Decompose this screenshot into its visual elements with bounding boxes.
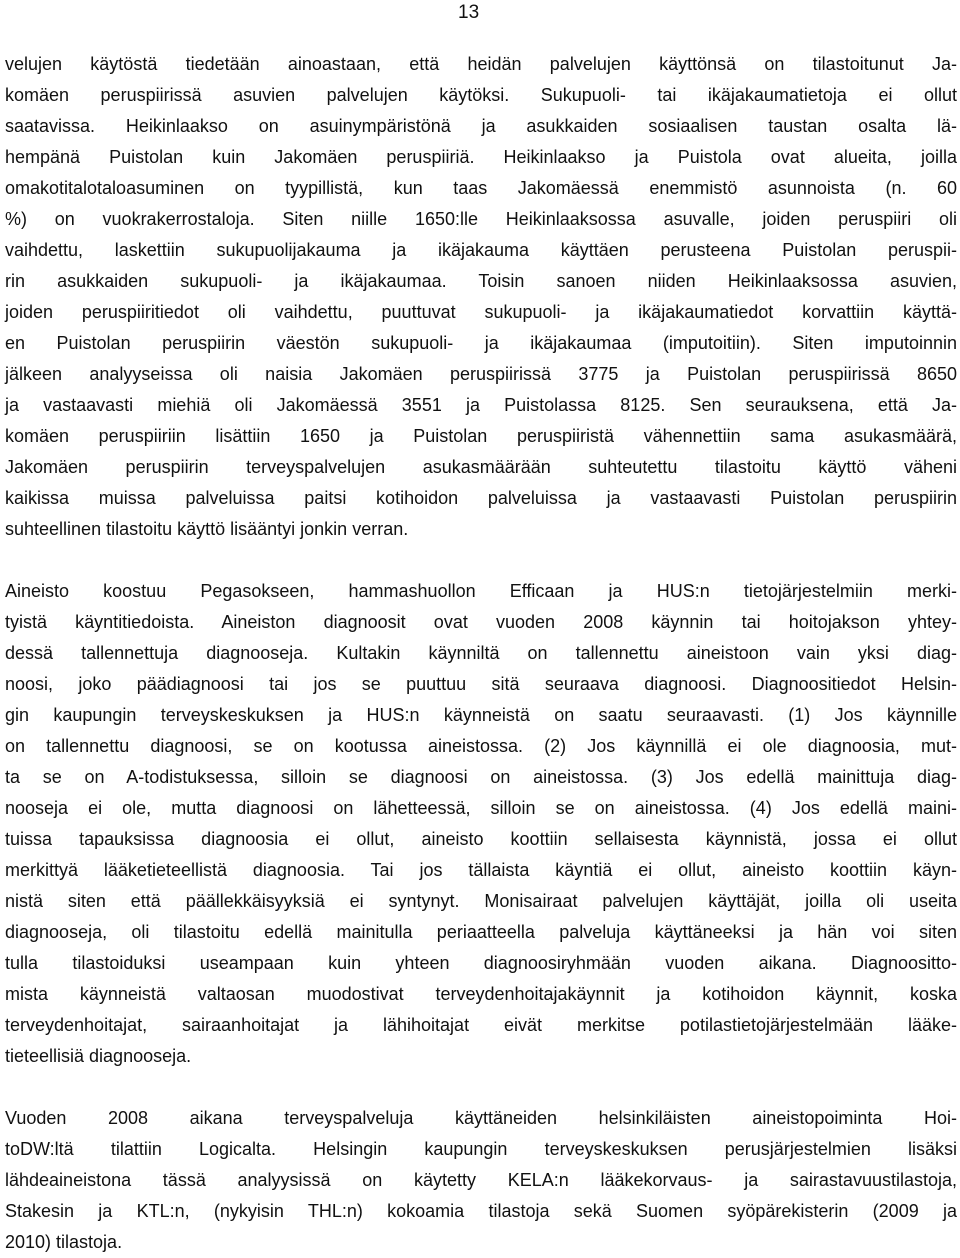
paragraph [5, 1103, 957, 1258]
text-line: Stakesin ja KTL:n, (nykyisin THL:n) kokoamia tilastoja sekä Suomen syöpärekisterin (2009 ja [5, 1201, 957, 1221]
text-line: saatavissa. Heikinlaakso on asuinympäristönä ja asukkaiden sosiaalisen taustan osalta lä- [5, 116, 957, 136]
paragraph [5, 576, 957, 1072]
text-line: joiden peruspiiritiedot oli vaihdettu, puuttuvat sukupuoli- ja ikäjakaumatiedot korvattiin käyttä- [5, 302, 957, 322]
text-line: tyistä käyntitiedoista. Aineiston diagnoosit ovat vuoden 2008 käynnin tai hoitojakson yhtey- [5, 612, 957, 632]
text-line: nistä siten että päällekkäisyyksiä ei syntynyt. Monisairaat palvelujen käyttäjät, joilla oli useita [5, 891, 957, 911]
text-line: suhteellinen tilastoitu käyttö lisääntyi jonkin verran. [5, 519, 409, 539]
text-line: on tallennettu diagnoosi, se on kootussa aineistossa. (2) Jos käynnillä ei ole diagnoosia, mut- [5, 736, 957, 756]
text-line: lähdeaineistona tässä analyysissä on käytetty KELA:n lääkekorvaus- ja sairastavuustilastoja, [5, 1170, 957, 1190]
page-number: 13 [458, 2, 480, 23]
paragraph-gap [5, 545, 957, 576]
text-line: ja vastaavasti miehiä oli Jakomäessä 3551 ja Puistolassa 8125. Sen seurauksena, että Ja- [5, 395, 957, 415]
text-line: 2010) tilastoja. [5, 1232, 123, 1252]
text-line: rin asukkaiden sukupuoli- ja ikäjakaumaa. Toisin sanoen niiden Heikinlaaksossa asuvien, [5, 271, 957, 291]
text-line: jälkeen analyyseissa oli naisia Jakomäen peruspiirissä 3775 ja Puistolan peruspiirissä 8650 [5, 364, 957, 384]
text-line: noosi, joko päädiagnoosi tai jos se puuttuu sitä seuraava diagnoosi. Diagnoositiedot Helsin- [5, 674, 957, 694]
text-line: dessä tallennettuja diagnooseja. Kultakin käynniltä on tallennettu aineistoon vain yksi diag- [5, 643, 957, 663]
text-line: tulla tilastoiduksi useampaan kuin yhteen diagnoosiryhmään vuoden aikana. Diagnoosittо- [5, 953, 957, 973]
text-line: en Puistolan peruspiirin väestön sukupuoli- ja ikäjakaumaa (imputoitiin). Siten imputoinnin [5, 333, 957, 353]
text-line: gin kaupungin terveyskeskuksen ja HUS:n käynneistä on saatu seuraavasti. (1) Jos käynnille [5, 705, 957, 725]
text-line: merkittyä lääketieteellistä diagnoosia. Tai jos tällaista käyntiä ei ollut, aineisto koottiin käyn- [5, 860, 957, 880]
text-line: kaikissa muissa palveluissa paitsi kotihoidon palveluissa ja vastaavasti Puistolan peruspiirin [5, 488, 957, 508]
paragraph-gap [5, 1072, 957, 1103]
text-line: komäen peruspiiriin lisättiin 1650 ja Puistolan peruspiiristä vähennettiin sama asukasmäärä, [5, 426, 957, 446]
paragraph [5, 49, 957, 545]
text-line: omakotitalotaloasuminen on tyypillistä, kun taas Jakomäessä enemmistö asunnoista (n. 60 [5, 178, 957, 198]
document-body [5, 49, 957, 1258]
text-line: terveydenhoitajat, sairaanhoitajat ja lähihoitajat eivät merkitse potilastietojärjestelmään lääke- [5, 1015, 957, 1035]
text-line: velujen käytöstä tiedetään ainoastaan, että heidän palvelujen käyttönsä on tilastoitunut Ja- [5, 54, 957, 74]
text-line: komäen peruspiirissä asuvien palvelujen käytöksi. Sukupuoli- tai ikäjakaumatietoja ei ollut [5, 85, 957, 105]
text-line: ta se on A-todistuksessa, silloin se diagnoosi on aineistossa. (3) Jos edellä mainittuja diag- [5, 767, 957, 787]
text-line: mista käynneistä valtaosan muodostivat terveydenhoitajakäynnit ja kotihoidon käynnit, koska [5, 984, 957, 1004]
text-line: tuissa tapauksissa diagnoosia ei ollut, aineisto koottiin sellaisesta käynnistä, jossa ei ollut [5, 829, 957, 849]
text-line: Vuoden 2008 aikana terveyspalveluja käyttäneiden helsinkiläisten aineistopoiminta Hoi- [5, 1108, 957, 1128]
text-line: Jakomäen peruspiirin terveyspalvelujen asukasmäärään suhteutettu tilastoitu käyttö väheni [5, 457, 957, 477]
text-line: Aineisto koostuu Pegasokseen, hammashuollon Efficaan ja HUS:n tietojärjestelmiin merki- [5, 581, 957, 601]
text-line: vaihdettu, laskettiin sukupuolijakauma ja ikäjakauma käyttäen perusteena Puistolan peruspii- [5, 240, 957, 260]
text-line: hempänä Puistolan kuin Jakomäen peruspiiriä. Heikinlaakso ja Puistola ovat alueita, joilla [5, 147, 957, 167]
text-line: tieteellisiä diagnooseja. [5, 1046, 192, 1066]
text-line: toDW:ltä tilattiin Logicalta. Helsingin kaupungin terveyskeskuksen perusjärjestelmien lisäksi [5, 1139, 957, 1159]
text-line: nooseja ei ole, mutta diagnoosi on lähetteessä, silloin se on aineistossa. (4) Jos edellä maini- [5, 798, 957, 818]
text-line: diagnooseja, oli tilastoitu edellä mainitulla periaatteella palveluja käyttäneeksi ja hän voi siten [5, 922, 957, 942]
text-line: %) on vuokrakerrostaloja. Siten niille 1650:lle Heikinlaaksossa asuvalle, joiden peruspiiri oli [5, 209, 957, 229]
